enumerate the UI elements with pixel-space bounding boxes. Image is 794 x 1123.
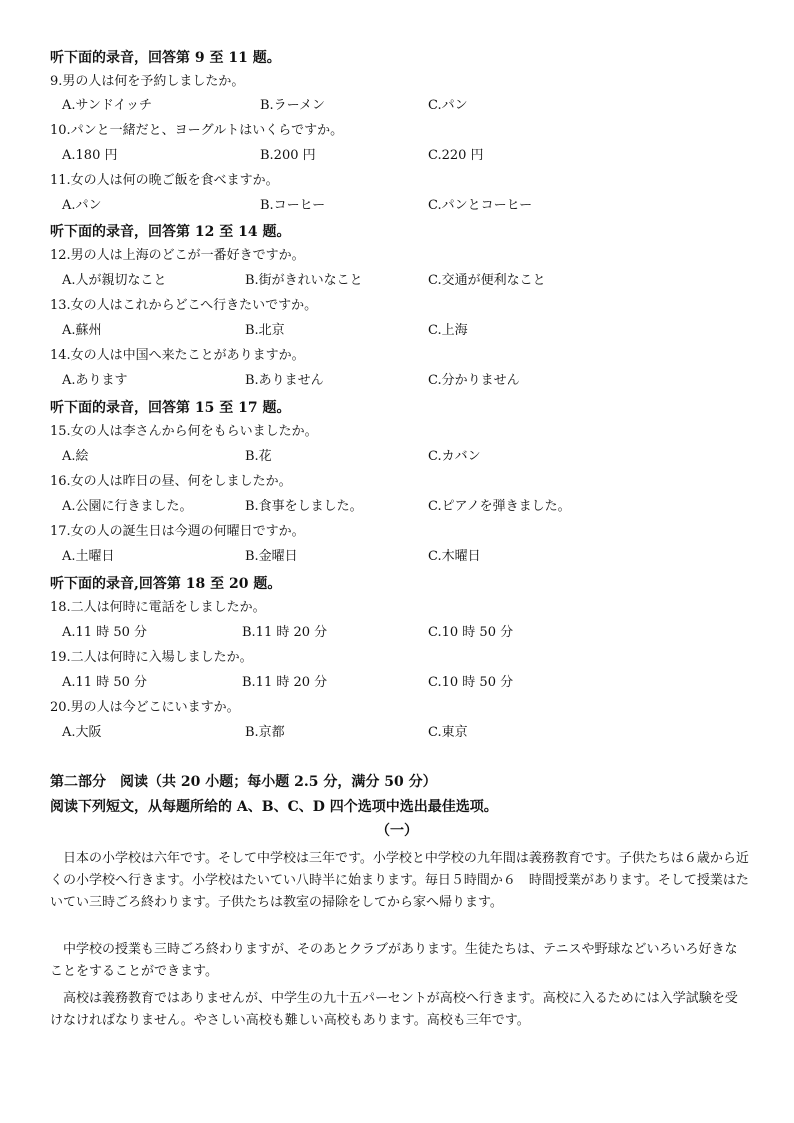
q14-option-c: C.分かりません bbox=[428, 373, 520, 388]
q18-option-b: B.11 時 20 分 bbox=[242, 625, 328, 640]
q16-option-a: A.公園に行きました。 bbox=[62, 499, 193, 514]
question-11: 11.女の人は何の晩ご飯を食べますか。 bbox=[50, 173, 279, 188]
q12-option-c: C.交通が便利なこと bbox=[428, 273, 546, 288]
q18-option-a: A.11 時 50 分 bbox=[62, 625, 148, 640]
question-18: 18.二人は何時に電話をしましたか。 bbox=[50, 600, 266, 615]
q18-option-c: C.10 時 50 分 bbox=[428, 625, 514, 640]
section-heading-15-17: 听下面的录音，回答第 15 至 17 题。 bbox=[50, 400, 291, 416]
q15-option-c: C.カバン bbox=[428, 449, 481, 464]
q17-option-c: C.木曜日 bbox=[428, 549, 481, 564]
q9-option-a: A.サンドイッチ bbox=[62, 98, 152, 113]
q15-option-a: A.絵 bbox=[62, 449, 89, 464]
question-10: 10.パンと一緒だと、ヨーグルトはいくらですか。 bbox=[50, 123, 344, 138]
question-12: 12.男の人は上海のどこが一番好きですか。 bbox=[50, 248, 305, 263]
q13-option-b: B.北京 bbox=[245, 323, 285, 338]
q10-option-c: C.220 円 bbox=[428, 148, 484, 163]
passage-number: （一） bbox=[376, 823, 418, 839]
q9-option-c: C.パン bbox=[428, 98, 468, 113]
q20-option-c: C.東京 bbox=[428, 725, 468, 740]
part2-instruction: 阅读下列短文，从每题所给的 A、B、C、D 四个选项中选出最佳选项。 bbox=[50, 799, 498, 815]
q16-option-c: C.ピアノを弾きました。 bbox=[428, 499, 571, 514]
q10-option-a: A.180 円 bbox=[62, 148, 118, 163]
question-13: 13.女の人はこれからどこへ行きたいですか。 bbox=[50, 298, 318, 313]
q13-option-c: C.上海 bbox=[428, 323, 468, 338]
q17-option-a: A.土曜日 bbox=[62, 549, 115, 564]
question-19: 19.二人は何時に入場しましたか。 bbox=[50, 650, 253, 665]
q11-option-c: C.パンとコーヒー bbox=[428, 198, 533, 213]
q11-option-a: A.パン bbox=[62, 198, 102, 213]
q14-option-a: A.あります bbox=[62, 373, 128, 388]
question-15: 15.女の人は李さんから何をもらいましたか。 bbox=[50, 424, 318, 439]
q19-option-a: A.11 時 50 分 bbox=[62, 675, 148, 690]
q20-option-a: A.大阪 bbox=[62, 725, 102, 740]
q12-option-b: B.街がきれいなこと bbox=[245, 273, 363, 288]
question-14: 14.女の人は中国へ来たことがありますか。 bbox=[50, 348, 305, 363]
question-9: 9.男の人は何を予約しましたか。 bbox=[50, 74, 245, 89]
q14-option-b: B.ありません bbox=[245, 373, 324, 388]
question-20: 20.男の人は今どこにいますか。 bbox=[50, 700, 240, 715]
q11-option-b: B.コーヒー bbox=[260, 198, 326, 213]
q9-option-b: B.ラーメン bbox=[260, 98, 326, 113]
q19-option-b: B.11 時 20 分 bbox=[242, 675, 328, 690]
q19-option-c: C.10 時 50 分 bbox=[428, 675, 514, 690]
q13-option-a: A.蘇州 bbox=[62, 323, 102, 338]
q10-option-b: B.200 円 bbox=[260, 148, 316, 163]
q12-option-a: A.人が親切なこと bbox=[62, 273, 167, 288]
q15-option-b: B.花 bbox=[245, 449, 272, 464]
q20-option-b: B.京都 bbox=[245, 725, 285, 740]
passage-paragraph-2: 中学校の授業も三時ごろ終わりますが、そのあとクラブがあります。生徒たちは、テニスや野球などいろいろ好きなことをすることができます。 bbox=[50, 942, 738, 979]
q16-option-b: B.食事をしました。 bbox=[245, 499, 363, 514]
question-16: 16.女の人は昨日の昼、何をしましたか。 bbox=[50, 474, 292, 489]
passage-paragraph-3: 高校は義務教育ではありませんが、中学生の九十五パーセントが高校へ行きます。高校に入るためには入学試験を受けなければなりません。やさしい高校も難しい高校もあります。高校も三年です。 bbox=[50, 991, 738, 1028]
section-heading-18-20: 听下面的录音,回答第 18 至 20 题。 bbox=[50, 576, 282, 592]
q17-option-b: B.金曜日 bbox=[245, 549, 298, 564]
section-heading-12-14: 听下面的录音，回答第 12 至 14 题。 bbox=[50, 224, 291, 240]
question-17: 17.女の人の誕生日は今週の何曜日ですか。 bbox=[50, 524, 305, 539]
section-heading-9-11: 听下面的录音，回答第 9 至 11 题。 bbox=[50, 50, 281, 66]
part2-title: 第二部分 阅读（共 20 小题；每小题 2.5 分，满分 50 分） bbox=[50, 774, 437, 790]
passage-paragraph-1: 日本の小学校は六年です。そして中学校は三年です。小学校と中学校の九年間は義務教育です。子供たちは６歳から近くの小学校へ行きます。小学校はたいてい八時半に始まります。毎日５時間か６ 時間授業があります。そして授業はたいてい三時ごろ終わります。子供たちは教室の掃除をしてから家へ帰ります。 bbox=[50, 851, 749, 910]
